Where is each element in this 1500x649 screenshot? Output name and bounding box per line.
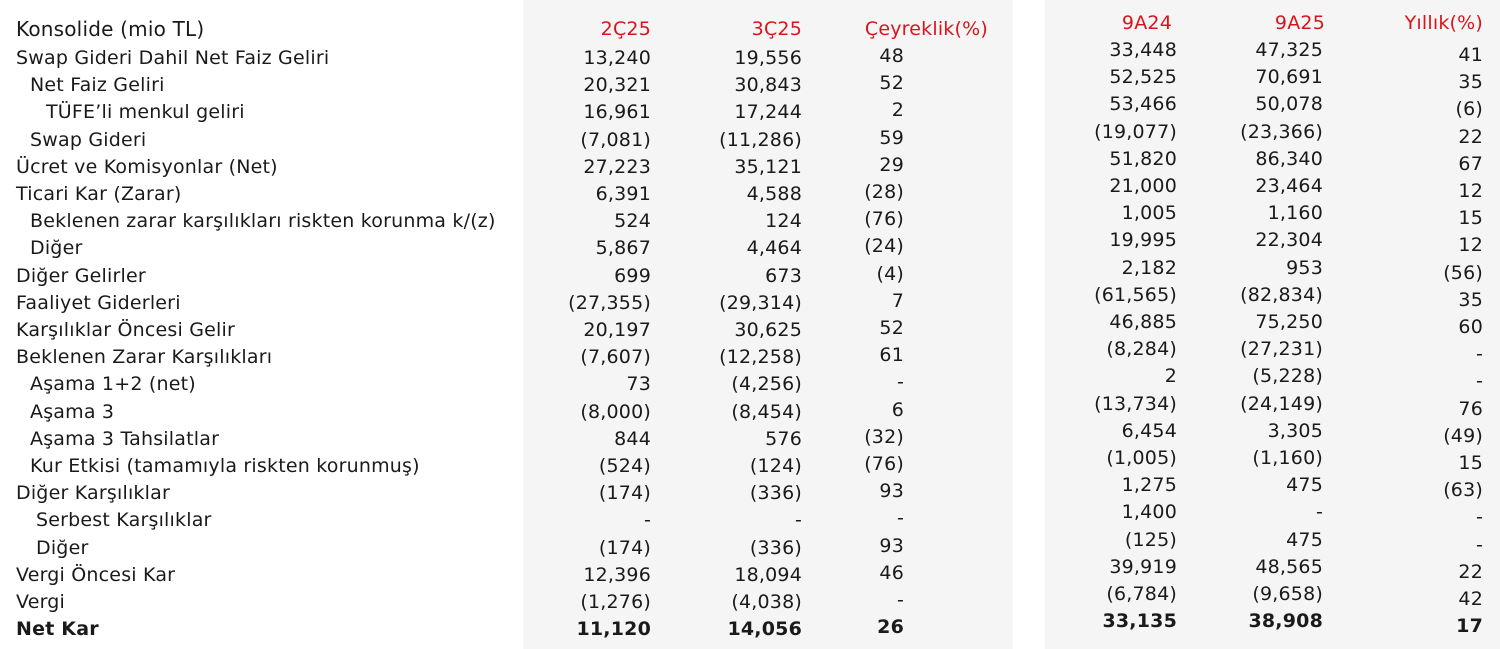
cell-2q25: 6,391 [595,183,651,205]
cell-3q25: - [794,509,802,532]
cell-yoy: 22 [1458,125,1483,148]
cell-9a24: 52,525 [1109,66,1177,89]
cell-9a25: - [1315,501,1323,524]
cell-qoq: 61 [879,344,904,367]
cell-2q25: 20,197 [583,319,651,341]
table-row [0,501,1500,534]
cell-9a24: 46,885 [1109,311,1177,333]
row-label: Faaliyet Giderleri [16,291,181,314]
cell-yoy: (56) [1443,261,1483,284]
col-header-3q25: 3Ç25 [751,18,802,40]
cell-qoq: - [896,589,904,611]
cell-3q25: 4,464 [746,237,802,260]
cell-9a24: (13,734) [1094,392,1177,415]
cell-9a24: 1,400 [1121,501,1177,524]
cell-yoy: (6) [1455,98,1483,121]
cell-3q25: 124 [765,210,802,233]
cell-3q25: (4,038) [731,591,802,613]
cell-2q25: 12,396 [583,563,651,586]
cell-qoq: (32) [864,425,904,448]
cell-qoq: (24) [864,235,904,258]
cell-2q25: 20,321 [583,74,651,97]
cell-2q25: 844 [614,427,651,450]
cell-3q25: 576 [765,427,802,450]
cell-3q25: (12,258) [719,346,802,369]
cell-9a25: 47,325 [1255,39,1323,61]
cell-3q25: 35,121 [734,155,802,178]
row-label: Aşama 1+2 (net) [30,373,196,396]
cell-yoy: - [1475,343,1483,366]
cell-2q25: (174) [598,536,651,559]
cell-yoy: 15 [1458,452,1483,474]
cell-2q25: (174) [598,482,651,505]
cell-9a25: (5,228) [1252,365,1323,388]
cell-3q25: 14,056 [727,618,802,641]
cell-9a24: (6,784) [1106,583,1177,605]
row-label: Swap Gideri Dahil Net Faiz Geliri [16,47,330,69]
cell-9a24: 39,919 [1109,555,1177,578]
cell-yoy: (49) [1443,424,1483,447]
cell-3q25: (336) [749,482,802,505]
cell-9a24: 21,000 [1109,175,1177,197]
cell-3q25: 673 [765,264,802,287]
cell-qoq: (28) [864,181,904,203]
col-header-2q25: 2Ç25 [600,18,651,40]
cell-2q25: 27,223 [583,155,651,178]
cell-2q25: 11,120 [576,618,651,641]
cell-qoq: (76) [864,208,904,231]
cell-2q25: 524 [614,210,651,233]
cell-9a25: (27,231) [1240,338,1323,361]
row-label: Vergi [16,591,66,613]
row-label: Net Kar [16,618,99,641]
cell-9a25: 953 [1286,256,1323,279]
cell-9a25: 48,565 [1255,555,1323,578]
row-label: Beklenen Zarar Karşılıkları [16,346,273,369]
row-label: Serbest Karşılıklar [36,509,212,532]
cell-qoq: (4) [876,262,904,285]
cell-3q25: 30,843 [734,74,802,97]
cell-3q25: 4,588 [746,183,802,205]
cell-9a25: (23,366) [1240,120,1323,143]
cell-9a24: (8,284) [1106,338,1177,361]
cell-9a25: 70,691 [1255,66,1323,89]
cell-9a24: 1,275 [1121,474,1177,497]
cell-yoy: 67 [1458,152,1483,175]
row-label: Karşılıklar Öncesi Gelir [16,319,236,341]
cell-qoq: 93 [879,480,904,503]
cell-9a25: (9,658) [1252,583,1323,605]
cell-2q25: 13,240 [583,47,651,69]
cell-qoq: - [896,507,904,530]
cell-9a25: 38,908 [1248,610,1323,633]
cell-3q25: (11,286) [719,128,802,151]
cell-2q25: - [643,509,651,532]
cell-qoq: 29 [879,153,904,176]
cell-yoy: 76 [1458,397,1483,420]
cell-9a25: 86,340 [1255,147,1323,170]
row-label: Diğer Gelirler [16,264,146,287]
cell-2q25: (27,355) [568,291,651,314]
cell-9a25: (82,834) [1240,283,1323,306]
cell-yoy: 42 [1458,588,1483,610]
cell-3q25: (336) [749,536,802,559]
row-label: Diğer Karşılıklar [16,482,170,505]
row-label: Net Faiz Geliri [30,74,165,97]
cell-9a24: 2 [1164,365,1177,388]
cell-9a24: 33,448 [1109,39,1177,61]
cell-qoq: (76) [864,453,904,475]
table-row [0,447,1500,480]
cell-qoq: 48 [879,45,904,67]
cell-2q25: 73 [626,373,651,396]
cell-9a25: 22,304 [1255,229,1323,252]
cell-2q25: 16,961 [583,101,651,124]
col-header-yoy: Yıllık(%) [1404,12,1483,34]
cell-yoy: 12 [1458,180,1483,202]
cell-yoy: 22 [1458,560,1483,583]
cell-qoq: 59 [879,126,904,149]
cell-9a24: (61,565) [1094,283,1177,306]
row-label: Kur Etkisi (tamamıyla riskten korunmuş) [30,455,420,477]
row-label: Swap Gideri [30,128,147,151]
cell-9a25: 475 [1286,474,1323,497]
row-label: Diğer [30,237,83,260]
cell-3q25: 17,244 [734,101,802,124]
cell-3q25: 19,556 [734,47,802,69]
cell-3q25: (124) [749,455,802,477]
cell-9a24: (1,005) [1106,447,1177,469]
table-row [0,610,1500,643]
cell-qoq: 52 [879,317,904,339]
col-header-9a24: 9A24 [1121,12,1172,34]
cell-2q25: (1,276) [580,591,651,613]
cell-qoq: 46 [879,561,904,584]
row-label: Diğer [36,536,89,559]
cell-qoq: 7 [891,289,904,312]
cell-9a25: (1,160) [1252,447,1323,469]
table-row [0,474,1500,507]
cell-9a25: 23,464 [1255,175,1323,197]
cell-qoq: 52 [879,72,904,95]
cell-yoy: 17 [1456,615,1483,638]
cell-yoy: 35 [1458,288,1483,311]
cell-3q25: (4,256) [731,373,802,396]
cell-9a24: 1,005 [1121,202,1177,225]
row-label: Vergi Öncesi Kar [16,563,176,586]
row-label: Aşama 3 Tahsilatlar [30,427,220,450]
cell-yoy: 35 [1458,71,1483,94]
cell-yoy: 41 [1458,44,1483,66]
cell-9a25: 50,078 [1255,93,1323,116]
cell-yoy: - [1475,370,1483,393]
row-label: Ücret ve Komisyonlar (Net) [16,155,278,178]
row-label: Ticari Kar (Zarar) [16,183,182,205]
cell-2q25: (8,000) [580,400,651,423]
cell-2q25: (7,607) [580,346,651,369]
cell-9a24: (19,077) [1094,120,1177,143]
cell-2q25: (524) [598,455,651,477]
cell-9a24: 6,454 [1121,419,1177,442]
cell-9a24: 53,466 [1109,93,1177,116]
col-header-9a25: 9A25 [1274,12,1325,34]
cell-9a24: 51,820 [1109,147,1177,170]
cell-2q25: 5,867 [595,237,651,260]
cell-qoq: 93 [879,534,904,557]
cell-9a25: 475 [1286,528,1323,551]
cell-9a25: 3,305 [1267,419,1323,442]
cell-yoy: 60 [1458,316,1483,338]
cell-qoq: 2 [891,99,904,122]
cell-9a24: 2,182 [1121,256,1177,279]
row-label: Aşama 3 [30,400,115,423]
cell-9a25: 1,160 [1267,202,1323,225]
cell-9a25: (24,149) [1240,392,1323,415]
row-label: TÜFE’li menkul geliri [46,101,245,124]
table-row [0,229,1500,262]
cell-3q25: (29,314) [719,291,802,314]
cell-2q25: 699 [614,264,651,287]
cell-2q25: (7,081) [580,128,651,151]
cell-qoq: - [896,371,904,394]
cell-9a25: 75,250 [1255,311,1323,333]
cell-qoq: 26 [877,616,904,639]
cell-3q25: 30,625 [734,319,802,341]
cell-qoq: 6 [891,398,904,421]
table-title: Konsolide (mio TL) [16,17,205,41]
cell-yoy: - [1475,533,1483,556]
cell-9a24: 33,135 [1102,610,1177,633]
cell-3q25: 18,094 [734,563,802,586]
cell-yoy: 15 [1458,207,1483,230]
cell-3q25: (8,454) [731,400,802,423]
row-label: Beklenen zarar karşılıkları riskten korunma k/(z) [30,210,496,233]
cell-yoy: (63) [1443,479,1483,502]
cell-9a24: (125) [1124,528,1177,551]
cell-yoy: 12 [1458,234,1483,257]
cell-yoy: - [1475,506,1483,529]
col-header-qoq: Çeyreklik(%) [864,18,988,40]
cell-9a24: 19,995 [1109,229,1177,252]
